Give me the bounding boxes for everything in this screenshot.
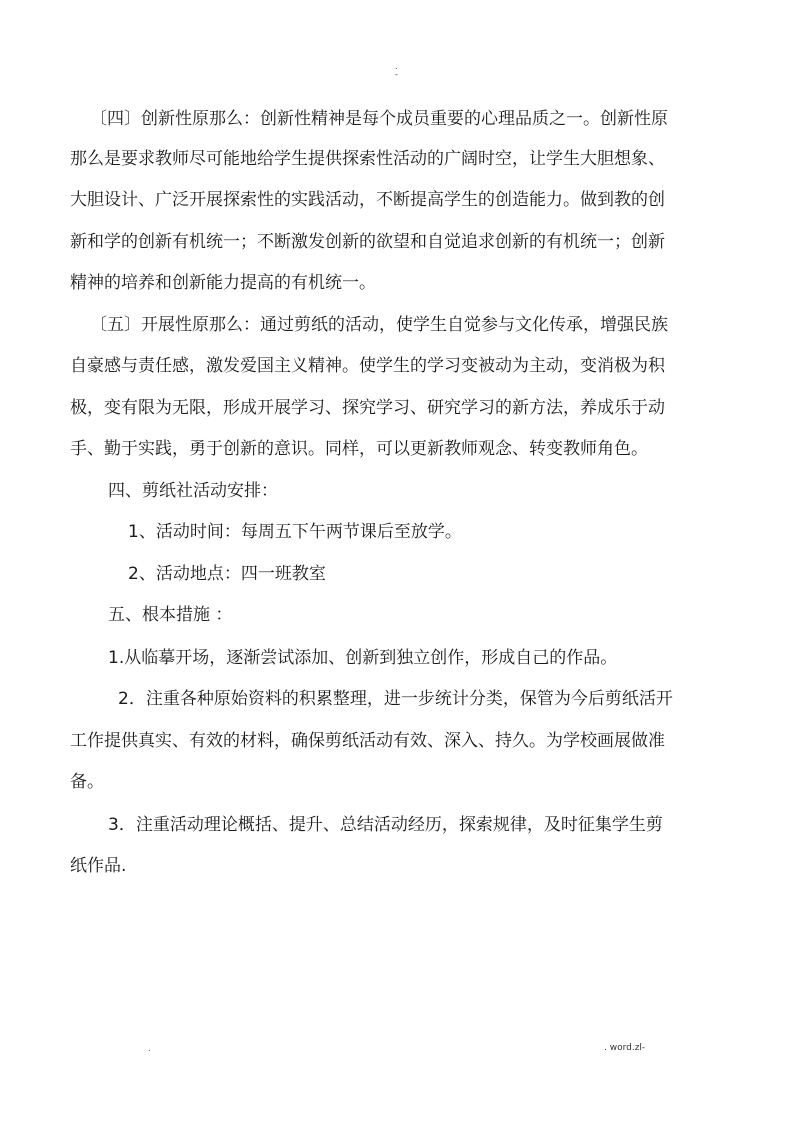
list-item: 1、活动时间：每周五下午两节课后至放学。 bbox=[128, 522, 462, 542]
paragraph-line: 〔五〕开展性原那么：通过剪纸的活动，使学生自觉参与文化传承，增强民族 bbox=[90, 315, 668, 335]
paragraph-line: 〔四〕创新性原那么：创新性精神是每个成员重要的心理品质之一。创新性原 bbox=[90, 109, 668, 129]
paragraph-line: 极，变有限为无限，形成开展学习、探究学习、研究学习的新方法，养成乐于动 bbox=[70, 398, 665, 418]
paragraph-line: 精神的培养和创新能力提高的有机统一。 bbox=[70, 273, 376, 293]
list-item: 1.从临摹开场，逐渐尝试添加、创新到独立创作，形成自己的作品。 bbox=[108, 648, 618, 668]
section-heading: 五、根本措施 ： bbox=[108, 605, 233, 625]
paragraph-line: 自豪感与责任感，激发爱国主义精神。使学生的学习变被动为主动，变消极为积 bbox=[70, 356, 665, 376]
footer-watermark: . word.zl- bbox=[604, 1043, 646, 1053]
paragraph-line: 大胆设计、广泛开展探索性的实践活动，不断提高学生的创造能力。做到教的创 bbox=[70, 190, 665, 210]
list-item: 3．注重活动理论概括、提升、总结活动经历，探索规律，及时征集学生剪 bbox=[108, 815, 663, 835]
list-item: 2．注重各种原始资料的积累整理，进一步统计分类，保管为今后剪纸活开 bbox=[118, 689, 673, 709]
header-mark-top: . bbox=[395, 62, 398, 71]
paragraph-line: 那么是要求教师尽可能地给学生提供探索性活动的广阔时空，让学生大胆想象、 bbox=[70, 149, 665, 169]
paragraph-line: 新和学的创新有机统一；不断激发创新的欲望和自觉追求创新的有机统一；创新 bbox=[70, 232, 665, 252]
paragraph-line: 手、勤于实践，勇于创新的意识。同样，可以更新教师观念、转变教师角色。 bbox=[70, 439, 648, 459]
footer-mark-left: . bbox=[148, 1044, 151, 1053]
paragraph-line: 工作提供真实、有效的材料，确保剪纸活动有效、深入、持久。为学校画展做准 bbox=[70, 731, 665, 751]
paragraph-line: 纸作品. bbox=[70, 856, 127, 876]
paragraph-line: 备。 bbox=[70, 772, 104, 792]
header-mark-bottom: - bbox=[395, 70, 398, 79]
section-heading: 四、剪纸社活动安排： bbox=[108, 481, 278, 501]
list-item: 2、活动地点：四一班教室 bbox=[128, 564, 326, 584]
